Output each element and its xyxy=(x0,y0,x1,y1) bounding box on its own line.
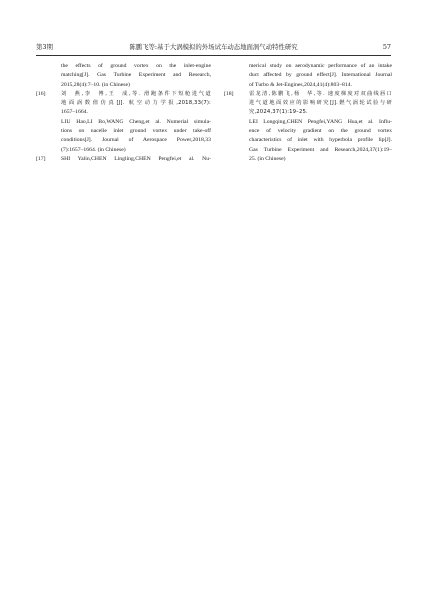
reference-line: LEI Longqing,CHEN Pengfei,YANG Hua,et al. Influ- xyxy=(249,118,392,125)
reference-number: [16] xyxy=(36,90,46,97)
reference-line: matching[J]. Gas Turbine Experiment and Research, xyxy=(61,72,211,79)
reference-line: 进气道地面效应的影响研究[J].燃气涡轮试验与研 xyxy=(249,100,392,107)
reference-number: [17] xyxy=(36,155,46,162)
issue-number: 第3期 xyxy=(36,43,53,51)
reference-17-continued xyxy=(224,62,392,90)
reference-line: Gas Turbine Experiment and Research,2024,37(1):19– xyxy=(249,146,392,153)
reference-line: characteristics of inlet with hyperbola profile lip[J]. xyxy=(249,137,392,144)
reference-line: duct affected by ground effect[J]. International Journal xyxy=(249,72,392,79)
reference-line: conditions[J]. Journal of Aerospace Power,2018,33 xyxy=(61,137,211,144)
header-rule xyxy=(36,55,391,56)
reference-line: the effects of ground vortex on the inlet-engine xyxy=(61,63,211,69)
reference-line: SHI Yalin,CHEN Lingling,CHEN Pengfei,et al. Nu- xyxy=(61,155,211,162)
reference-line: merical study on aerodynamic performance of an intake xyxy=(249,63,392,69)
reference-18 xyxy=(224,90,392,164)
reference-line: tions on nacelle inlet ground vortex under take-off xyxy=(61,128,211,135)
reference-number: [18] xyxy=(224,90,234,97)
running-header xyxy=(36,41,391,53)
reference-line: LIU Hao,LI Bo,WANG Cheng,et al. Numerial simula- xyxy=(61,118,211,125)
right-column xyxy=(224,62,392,164)
page-number: 57 xyxy=(382,43,391,51)
reference-line: 1657–1664. xyxy=(61,109,89,116)
reference-line: of Turbo & Jet-Engines,2024,41(4):803–814. xyxy=(249,81,353,88)
reference-16 xyxy=(36,90,211,155)
reference-line: 究,2024,37(1):19–25. xyxy=(249,109,308,116)
reference-line: 刘 燕,李 博,王 成,等. 滑跑条件下短舱进气道 xyxy=(61,90,211,97)
reference-line: 地面涡数值仿真[J]. 航空动力学报,2018,33(7): xyxy=(61,100,211,107)
reference-line: ence of velocity gradient on the ground vortex xyxy=(249,128,392,135)
reference-line: 25. (in Chinese) xyxy=(249,155,286,162)
reference-15-continued xyxy=(36,62,211,90)
reference-17 xyxy=(36,155,211,164)
running-title: 陈鹏飞等:基于大涡模拟的外场试车动态地面涡气动特性研究 xyxy=(129,43,298,51)
left-column xyxy=(36,62,211,164)
reference-line: 雷龙清,陈鹏飞,杨 华,等. 速度梯度对双曲线唇口 xyxy=(249,90,392,97)
reference-line: (7):1657–1664. (in Chinese) xyxy=(61,146,126,153)
reference-line: 2015,28(4):7–10. (in Chinese) xyxy=(61,81,130,88)
